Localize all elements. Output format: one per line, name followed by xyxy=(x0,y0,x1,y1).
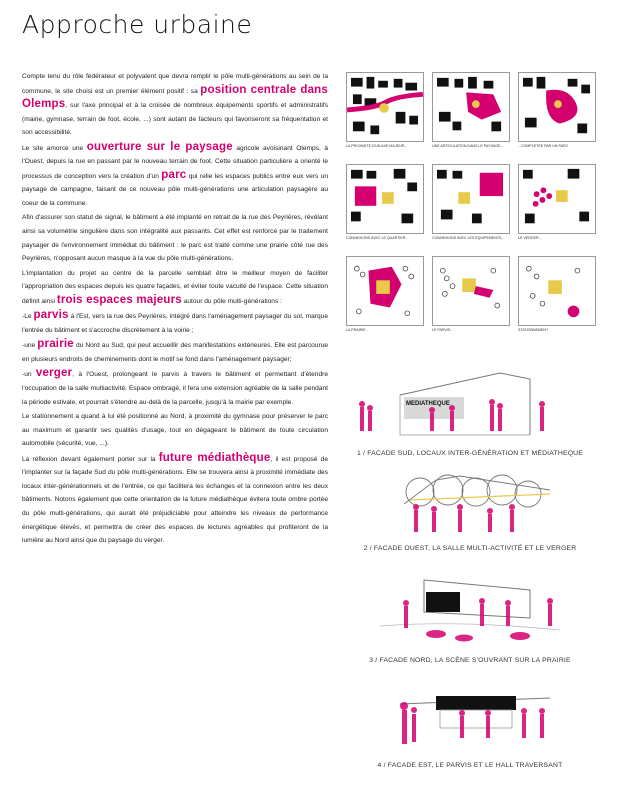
sketch-caption-3: 3 / FACADE NORD, LA SCÈNE S'OUVRANT SUR LA PRAIRIE xyxy=(369,657,571,664)
map-cell xyxy=(346,72,424,148)
site-map-image xyxy=(518,72,596,142)
map-caption: UNE ARTICULATION DANS LE PAYSAGE... xyxy=(432,144,504,148)
site-map-image xyxy=(432,72,510,142)
site-map-image xyxy=(346,72,424,142)
sketch-image xyxy=(340,680,600,755)
paragraph-espaces: L'implantation du projet au centre de la parcelle semblait être le meilleur moyen de faciliter l'appropriation des espaces depuis les quatre façades, et éviter toute vacuité de l'espace. Cette situation définit ainsi trois espaces majeurs autour du pôle multi-générations : xyxy=(22,269,328,306)
map-cell xyxy=(518,72,596,148)
paragraph-verger: -un verger, à l'Ouest, prolongeant le parvis à travers le bâtiment et permettant d'étendre l'occupation de la salle multiactivité. Espace ombragé, il fera une extension agréable de la salle pendant la période estivale, et pourrait s'étendre au-delà de la parcelle, jusqu'à la mairie par exemple. xyxy=(22,367,328,406)
sketch-facade-nord xyxy=(340,570,600,650)
site-map-image xyxy=(518,164,596,234)
map-cell xyxy=(518,256,596,332)
map-caption: ...COMPLÉTÉE PAR UN PARC xyxy=(518,144,569,148)
page-title: Approche urbaine xyxy=(22,10,253,39)
sketch-caption-4: 4 / FACADE EST, LE PARVIS ET LE HALL TRAVERSANT xyxy=(377,762,563,769)
map-caption: CONNEXIONS AVEC LES ÉQUIPEMENTS... xyxy=(432,236,505,240)
site-map-image xyxy=(432,164,510,234)
map-cell xyxy=(432,72,510,148)
site-map-image xyxy=(346,164,424,234)
highlight-mediatheque: future médiathèque xyxy=(158,451,271,464)
map-caption: LA PROXIMITÉ D'UN AXE MAJEUR... xyxy=(346,144,408,148)
map-cell xyxy=(518,164,596,240)
sketch-facade-ouest xyxy=(340,470,600,540)
map-cell xyxy=(346,256,424,332)
body-text xyxy=(22,70,328,549)
site-map-image xyxy=(518,256,596,326)
highlight-espaces: trois espaces majeurs xyxy=(56,293,182,306)
highlight-ouverture: ouverture sur le paysage xyxy=(86,140,233,153)
sketch-image xyxy=(340,365,600,445)
map-cell xyxy=(346,164,424,240)
paragraph-stationnement: Le stationnement a quand à lui été positionné au Nord, à proximité du gymnase pour préserver le parc au maximum et garantir ses qualités d'usage, tout en dégageant le bâtiment de toute circulation automobile (sécurité, vue, ...). xyxy=(22,413,328,448)
site-map-image xyxy=(346,256,424,326)
site-map-image xyxy=(432,256,510,326)
paragraph-mediatheque: La réflexion devant également porter sur la future médiathèque, il est proposé de l'implanter sur la façade Sud du pôle multi-générations. Elle se trouvera ainsi à proximité immédiate des locaux inter-générationnels et de l'entrée, ce qui facilitera les échanges et la connexion entre les deux bâtiments. Notons également que cette orientation de la future médiathèque évitera toute ombre portée du pôle multi-générations, qui aurait été préjudiciable pour atteindre les niveaux de performance énergétique élevés, et permettra de créer des espaces de lectures agréables qui profiteront de la lumière au Nord ainsi que du paysage du verger. xyxy=(22,451,328,545)
map-caption: STATIONNEMENT xyxy=(518,328,549,332)
sketch-caption-1: 1 / FACADE SUD, LOCAUX INTER-GÉNÉRATION ET MÉDIATHEQUE xyxy=(356,450,584,457)
map-caption: LE VERGER... xyxy=(518,236,542,240)
paragraph-position: Compte tenu du rôle fédérateur et polyvalent que devra remplir le pôle multi-générations au sein de la commune, le site choisi est un premier élément positif : sa position centrale dans Olemps, sur l'axe principal et à la croisée de nombreux équipements sportifs et administratifs (mairie, gymnase, terrain de foot, école, ...) sont autant de facteurs qui favoriseront sa fréquentation et son accessibilité. xyxy=(22,73,328,137)
highlight-parc: parc xyxy=(161,168,187,181)
highlight-parvis: parvis xyxy=(33,309,69,322)
paragraph-parvis: -Le parvis à l'Est, vers la rue des Peyrières, intégré dans l'aménagement paysager du sol, marque l'entrée du bâtiment et s'accroche discrètement à la voirie ; xyxy=(22,309,328,334)
highlight-verger: verger xyxy=(35,367,73,380)
sketch-facade-sud xyxy=(340,365,600,445)
map-caption: CONNEXIONS AVEC LE QUARTIER... xyxy=(346,236,409,240)
paragraph-signal: Afin d'assurer son statut de signal, le bâtiment a été implanté en retrait de la rue des Peyrières, révélant ainsi sa volumétrie singulière dans son intégralité aux passants. Cet effet est renforcé par le traitement paysager de l'environnement immédiat du bâtiment : le parc est traité comme une prairie côté rue des Peyrières, n'opposant aucun masque à la vue du pôle multi-générations. xyxy=(22,214,328,263)
sketch-image xyxy=(340,570,600,650)
map-caption: LA PRAIRIE... xyxy=(346,328,369,332)
sketch-facade-est xyxy=(340,680,600,755)
mediatheque-label: MEDIATHEQUE xyxy=(406,401,450,407)
map-cell xyxy=(432,164,510,240)
paragraph-prairie: -une prairie du Nord au Sud, qui peut accueillir des manifestations extérieures. Elle est parcourue en plusieurs endroits de cheminements dont le motif se fond dans l'aménagement paysager; xyxy=(22,338,328,363)
highlight-position: position centrale dans Olemps xyxy=(22,83,328,111)
highlight-prairie: prairie xyxy=(37,338,74,351)
map-caption: LE PARVIS... xyxy=(432,328,454,332)
paragraph-paysage: Le site amorce une ouverture sur le paysage agricole avoisinant Olemps, à l'Ouest, depuis la rue en passant par le nouveau terrain de foot. Cette situation particulière a orienté le processus de conception vers la création d'un parc qui relie les espaces publics entre eux vers un paysage de campagne, faisant de ce nouveau pôle multi-générations une articulation paysagère au coeur de la commune. xyxy=(22,140,328,207)
sketch-image xyxy=(340,470,600,540)
sketch-caption-2: 2 / FACADE OUEST, LA SALLE MULTI-ACTIVITÉ ET LE VERGER xyxy=(363,545,577,552)
map-cell xyxy=(432,256,510,332)
